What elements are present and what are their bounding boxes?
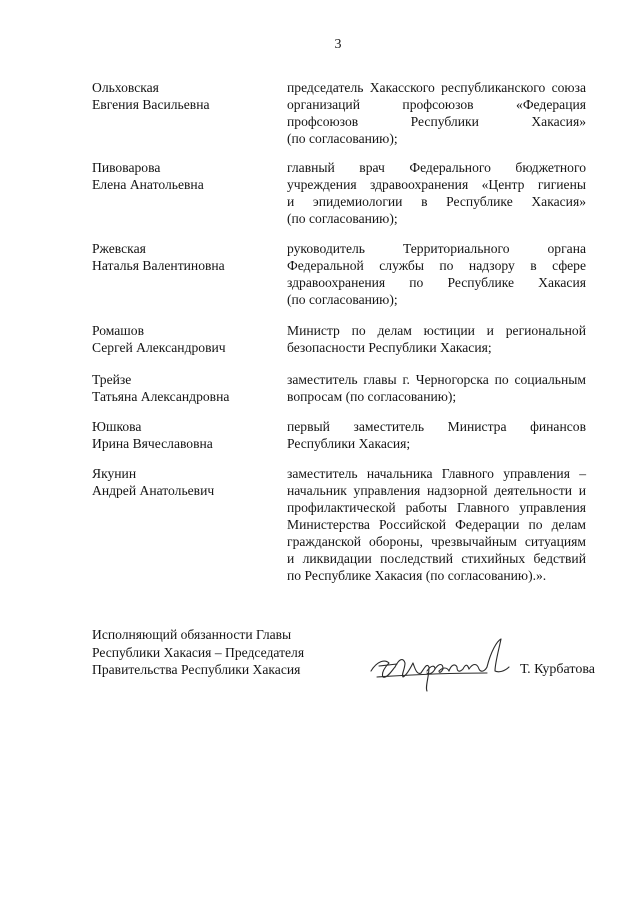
handwritten-signature <box>367 633 517 693</box>
role-line: первый заместитель Министра финансов <box>287 419 586 434</box>
role-line: Федеральной службы по надзору в сфере <box>287 258 586 273</box>
signatory-title <box>92 626 304 679</box>
signatory-title-line: Исполняющий обязанности Главы <box>92 627 292 642</box>
signer-name: Т. Курбатова <box>520 662 595 677</box>
role-line: здравоохранения по Республике Хакасия <box>287 275 586 290</box>
signatory-title-line: Республики Хакасия – Председателя <box>92 644 305 660</box>
role-line: учреждения здравоохранения «Центр гигиены <box>287 177 586 192</box>
role-line: профилактической работы Главного управления <box>287 500 586 515</box>
member-surname: Трейзе <box>92 372 132 387</box>
member-role <box>287 240 586 308</box>
role-line: Республики Хакасия; <box>287 436 411 451</box>
member-role <box>287 79 586 147</box>
member-role <box>287 371 586 405</box>
member-role <box>287 322 586 356</box>
role-line: организаций профсоюзов «Федерация <box>287 97 586 112</box>
role-line: Министр по делам юстиции и региональной <box>287 323 586 338</box>
member-surname: Ромашов <box>92 323 144 338</box>
role-line: и эпидемиологии в Республике Хакасия» <box>287 194 586 209</box>
member-given-name: Елена Анатольевна <box>92 177 204 192</box>
member-surname: Юшкова <box>92 419 142 434</box>
role-line: безопасности Республики Хакасия; <box>287 340 492 355</box>
member-surname: Пивоварова <box>92 160 161 175</box>
member-given-name: Ирина Вячеславовна <box>92 436 213 451</box>
role-line: председатель Хакасского республиканского союза <box>287 80 586 95</box>
role-line: Министерства Российской Федерации по делам <box>287 517 586 532</box>
member-given-name: Сергей Александрович <box>92 340 226 355</box>
member-surname: Ольховская <box>92 80 159 95</box>
page-number: 3 <box>334 37 342 52</box>
role-line: заместитель начальника Главного управления – <box>287 466 586 481</box>
role-line: (по согласованию); <box>287 211 398 226</box>
member-name <box>92 159 272 193</box>
role-line: и ликвидации последствий стихийных бедствий <box>287 551 586 566</box>
member-given-name: Евгения Васильевна <box>92 97 210 112</box>
role-line: гражданской обороны, чрезвычайным ситуациям <box>287 534 586 549</box>
member-name <box>92 418 272 452</box>
member-given-name: Татьяна Александровна <box>92 389 230 404</box>
signatory-title-line: Правительства Республики Хакасия <box>92 662 301 677</box>
member-name <box>92 371 272 405</box>
member-role <box>287 418 586 452</box>
member-role <box>287 465 586 584</box>
member-role <box>287 159 586 227</box>
role-line: вопросам (по согласованию); <box>287 389 457 404</box>
member-name <box>92 465 272 499</box>
member-name <box>92 322 272 356</box>
member-name <box>92 79 272 113</box>
role-line: (по согласованию); <box>287 131 398 146</box>
member-given-name: Наталья Валентиновна <box>92 258 225 273</box>
member-name <box>92 240 272 274</box>
role-line: профсоюзов Республики Хакасия» <box>287 114 586 129</box>
role-line: по Республике Хакасия (по согласованию).». <box>287 568 547 583</box>
member-surname: Якунин <box>92 466 137 481</box>
role-line: главный врач Федерального бюджетного <box>287 160 586 175</box>
member-surname: Ржевская <box>92 241 146 256</box>
role-line: (по согласованию); <box>287 292 398 307</box>
role-line: заместитель главы г. Черногорска по социальным <box>287 372 586 387</box>
role-line: начальник управления надзорной деятельности и <box>287 483 586 498</box>
role-line: руководитель Территориального органа <box>287 241 586 256</box>
member-given-name: Андрей Анатольевич <box>92 483 215 498</box>
